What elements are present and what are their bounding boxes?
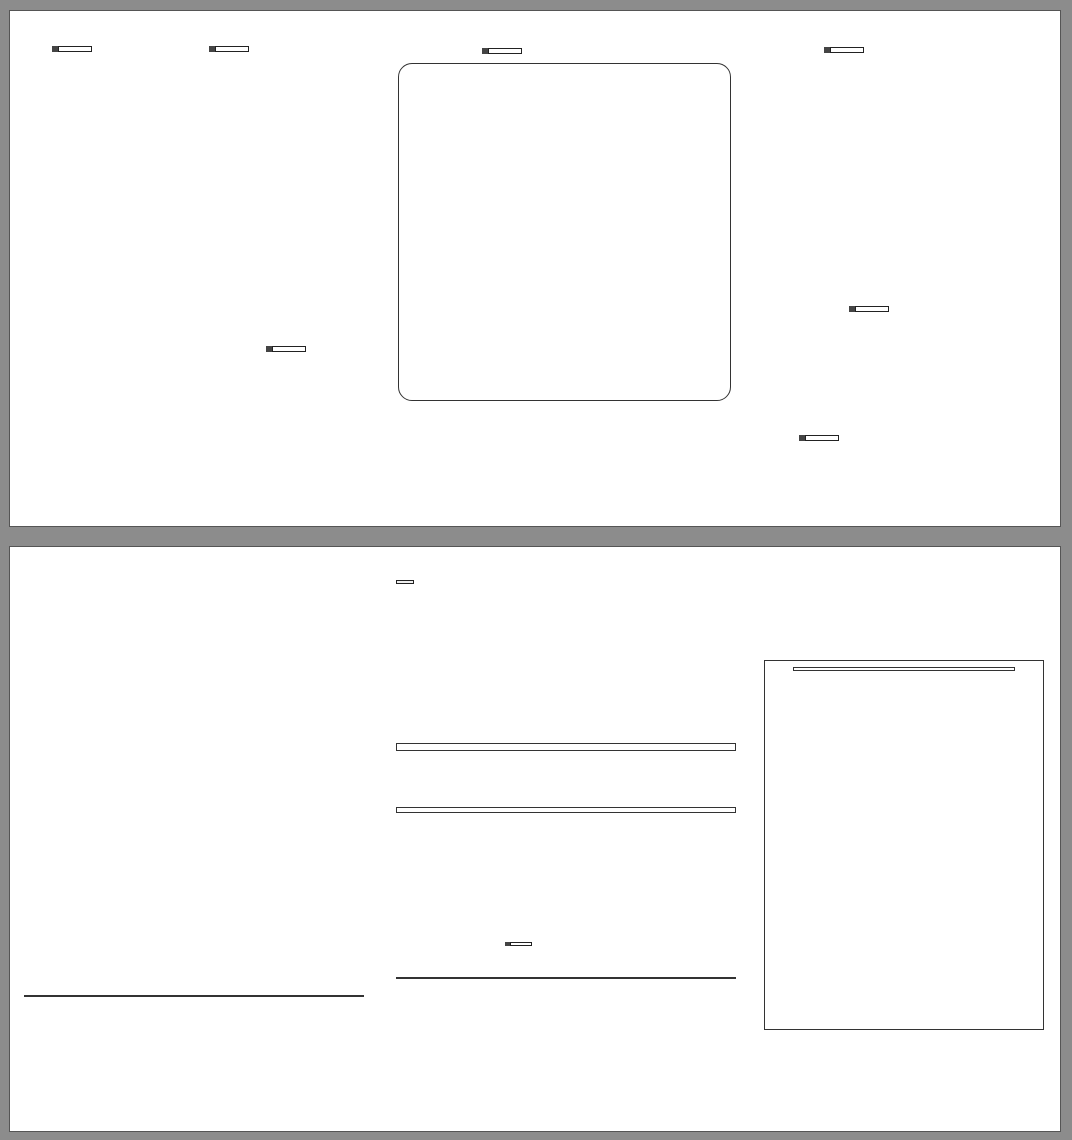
bulletin-outer-page: [9, 546, 1061, 1132]
staff-list: [396, 977, 736, 979]
staff-title: [510, 942, 532, 946]
bus-schedule: [855, 297, 889, 316]
am-header: [40, 74, 200, 78]
bus-schedule-title: [855, 306, 889, 312]
meeting-times-title: [805, 435, 839, 441]
meeting-times: [805, 426, 839, 445]
wed-service: [272, 337, 306, 356]
pm-service: [215, 37, 249, 56]
pastor-column: [488, 39, 522, 58]
cover-poem-box: [764, 660, 1044, 1030]
pm-service-title: [215, 46, 249, 52]
wed-service-title: [272, 346, 306, 352]
news-title: [396, 580, 414, 584]
am-service-title: [58, 46, 92, 52]
service-note: [396, 849, 406, 858]
cover-poem-title: [793, 667, 1015, 671]
pastor-column-box: [398, 63, 731, 401]
district: [830, 38, 864, 57]
am-service: [58, 37, 208, 56]
lentil-box: [396, 743, 736, 751]
exam-box: [396, 807, 736, 813]
partners-box: [24, 995, 364, 997]
district-title: [830, 47, 864, 53]
bulletin-inner-page: [9, 10, 1061, 527]
pastor-column-title: [488, 48, 522, 54]
